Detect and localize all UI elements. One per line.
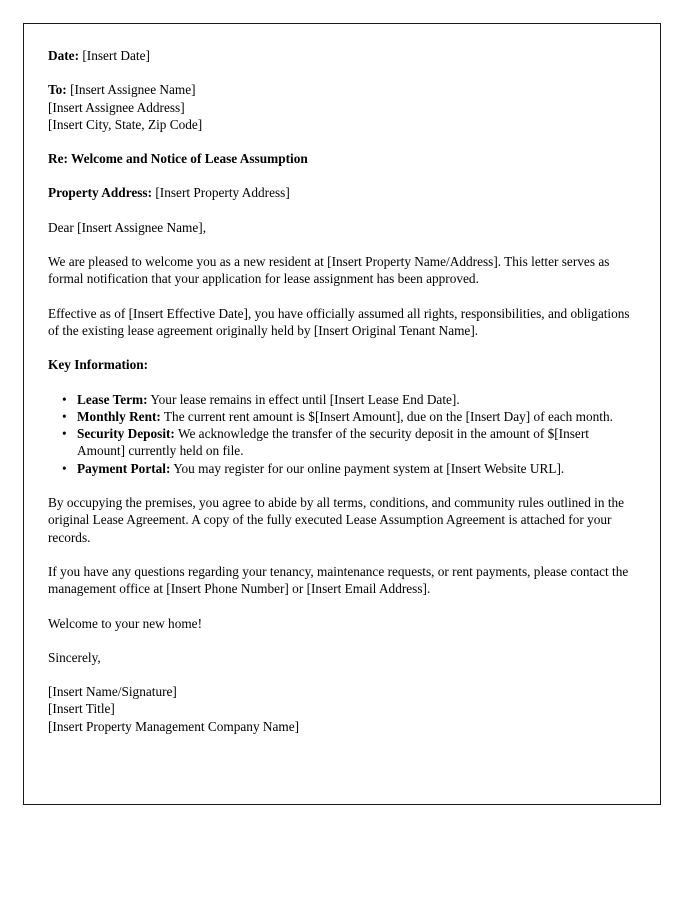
list-item (48, 460, 632, 477)
key-information-list (48, 391, 632, 477)
recipient-block (48, 81, 632, 133)
list-item-text: Your lease remains in effect until [Insert Lease End Date]. (147, 391, 460, 407)
bullet-icon: • (62, 391, 67, 407)
signature-company: [Insert Property Management Company Name] (48, 718, 300, 734)
bullet-icon: • (62, 460, 67, 476)
list-item-text: You may register for our online payment system at [Insert Website URL]. (170, 460, 565, 476)
to-name: [Insert Assignee Name] (70, 82, 196, 98)
paragraph-occupancy: By occupying the premises, you agree to abide by all terms, conditions, and community rules outlined in the original Lease Agreement. A copy of the fully executed Lease Assumption Agreement is attached for your records. (48, 495, 625, 545)
closing: Sincerely, (48, 649, 101, 665)
key-information-heading: Key Information: (48, 357, 149, 373)
date-line (48, 47, 632, 64)
salutation: Dear [Insert Assignee Name], (48, 219, 207, 235)
date-value: [Insert Date] (82, 48, 150, 63)
signature-name: [Insert Name/Signature] (48, 684, 177, 700)
paragraph-welcome: We are pleased to welcome you as a new resident at [Insert Property Name/Address]. This letter serves as formal notification that your application for lease assignment has been approved. (48, 254, 610, 287)
date-label: Date: (48, 48, 80, 63)
list-item-text: The current rent amount is $[Insert Amount], due on the [Insert Day] of each month. (160, 408, 613, 424)
list-item-label: Monthly Rent: (77, 408, 161, 424)
property-address-label: Property Address: (48, 185, 153, 201)
paragraph-effective: Effective as of [Insert Effective Date], you have officially assumed all rights, responsibilities, and obligations of the existing lease agreement originally held by [Insert Original Tenant Name]. (48, 305, 630, 338)
signature-title: [Insert Title] (48, 701, 115, 717)
list-item (48, 391, 632, 408)
subject-line: Re: Welcome and Notice of Lease Assumption (48, 151, 308, 167)
bullet-icon: • (62, 408, 67, 424)
list-item-label: Payment Portal: (77, 460, 171, 476)
list-item-text: We acknowledge the transfer of the security deposit in the amount of $[Insert Amount] currently held on file. (77, 426, 589, 459)
list-item-label: Security Deposit: (77, 426, 175, 442)
signature-block (48, 683, 632, 735)
bullet-icon: • (62, 426, 67, 442)
list-item-label: Lease Term: (77, 391, 148, 407)
welcome-line: Welcome to your new home! (48, 615, 203, 631)
list-item (48, 425, 632, 460)
list-item (48, 408, 632, 425)
letter-body (48, 47, 632, 735)
recipient-name-line (48, 81, 632, 98)
to-address: [Insert Assignee Address] (48, 99, 185, 115)
to-label: To: (48, 82, 67, 98)
document-page (23, 23, 661, 805)
paragraph-questions: If you have any questions regarding your tenancy, maintenance requests, or rent payments, please contact the management office at [Insert Phone Number] or [Insert Email Address]. (48, 563, 629, 597)
property-address-value: [Insert Property Address] (155, 185, 290, 201)
to-city-state-zip: [Insert City, State, Zip Code] (48, 116, 203, 132)
property-address-line (48, 184, 632, 201)
